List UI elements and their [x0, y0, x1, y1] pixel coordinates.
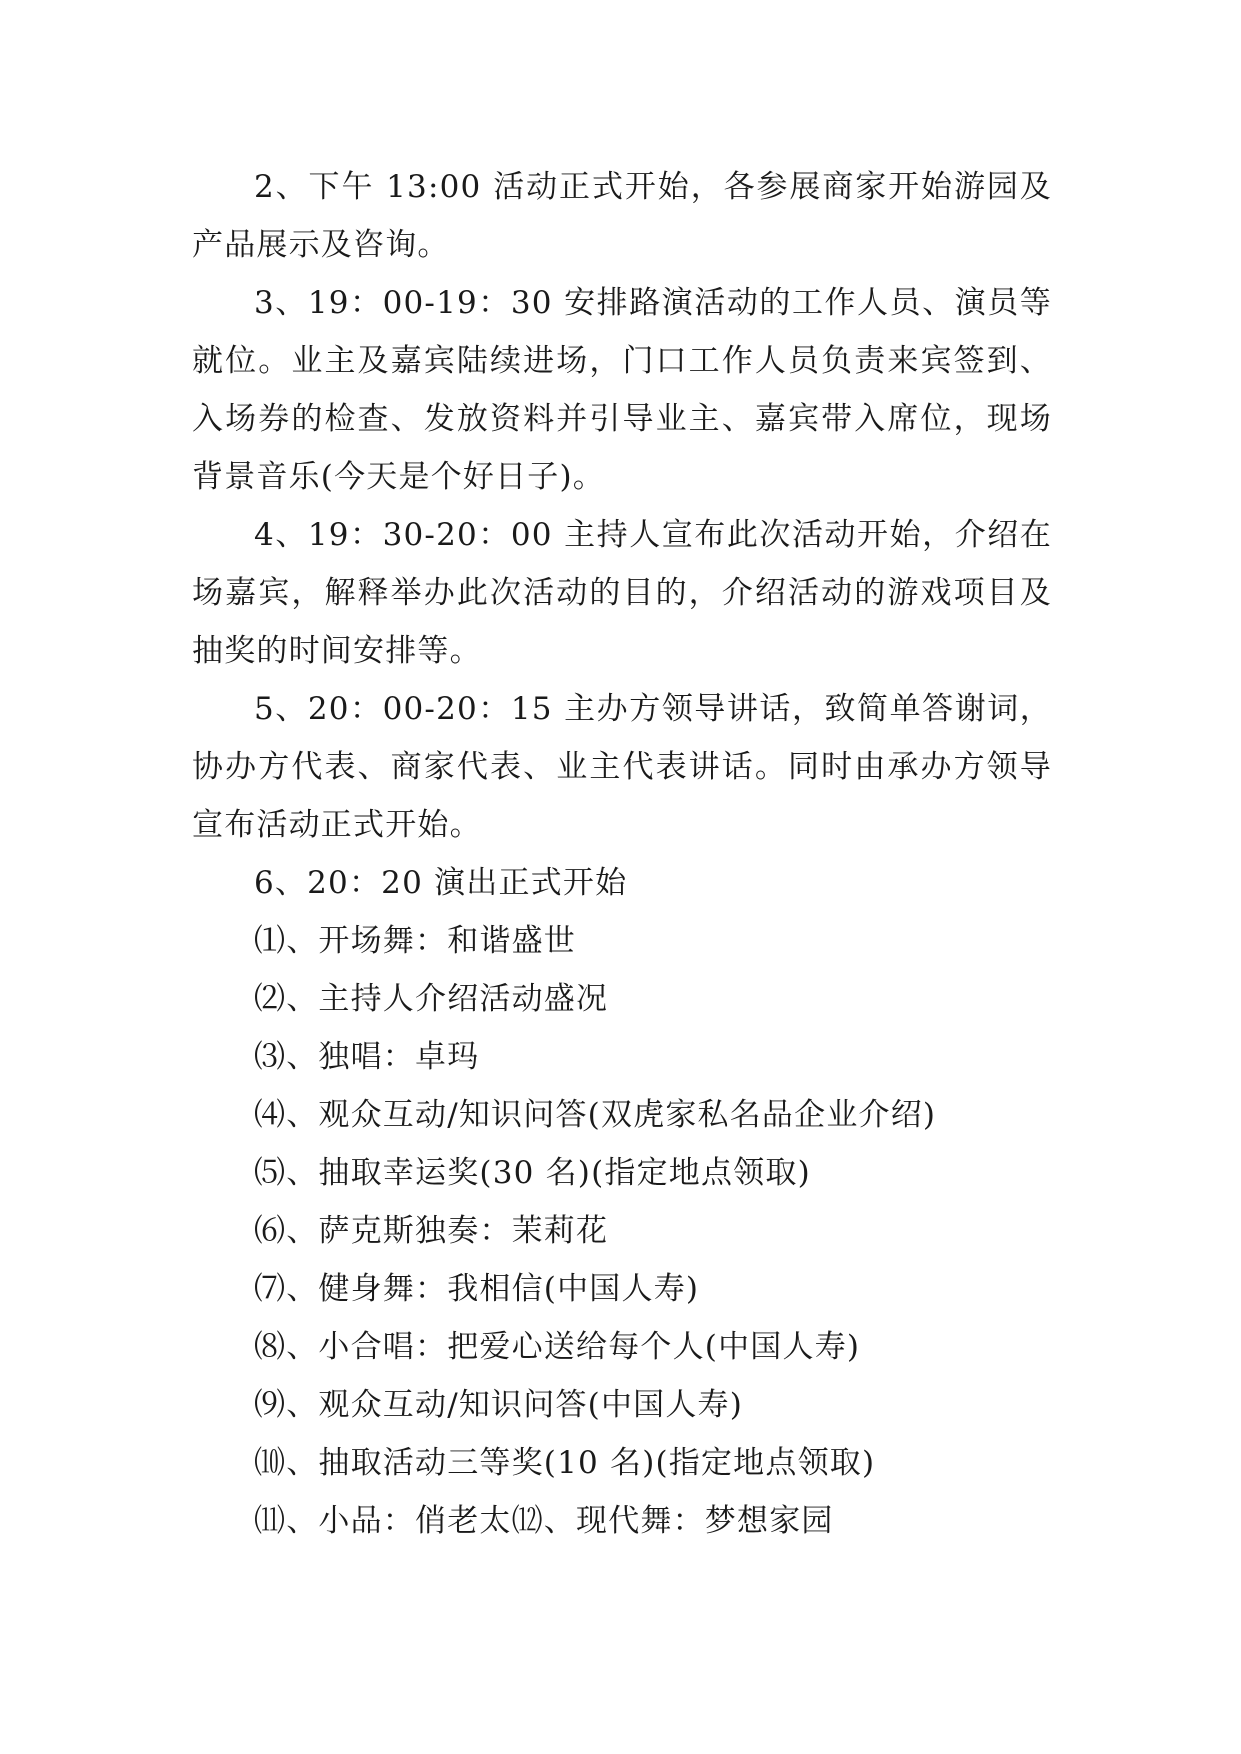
program-item: ⑶、独唱：卓玛: [254, 1039, 480, 1075]
program-item: ⑽、抽取活动三等奖(10 名)(指定地点领取): [254, 1445, 876, 1481]
paragraph-step-4: 4、19：30-20：00 主持人宣布此次活动开始，介绍在场嘉宾，解释举办此次活动的目的，介绍活动的游戏项目及抽奖的时间安排等。: [192, 517, 1052, 669]
program-item: ⑴、开场舞：和谐盛世: [254, 923, 576, 959]
paragraph-step-5: 5、20：00-20：15 主办方领导讲话，致简单答谢词，协办方代表、商家代表、业主代表讲话。同时由承办方领导宣布活动正式开始。: [192, 691, 1052, 843]
program-item: ⑼、观众互动/知识问答(中国人寿): [254, 1387, 744, 1423]
program-item: ⑸、抽取幸运奖(30 名)(指定地点领取): [254, 1155, 811, 1191]
paragraph-step-2: 2、下午 13:00 活动正式开始，各参展商家开始游园及产品展示及咨询。: [192, 169, 1052, 263]
program-item: ⑹、萨克斯独奏：茉莉花: [254, 1213, 609, 1249]
program-item: ⑺、健身舞：我相信(中国人寿): [254, 1271, 700, 1307]
program-item: ⑾、小品：俏老太⑿、现代舞：梦想家园: [254, 1503, 834, 1539]
program-item: ⑵、主持人介绍活动盛况: [254, 981, 609, 1017]
document-body: [192, 158, 1052, 1550]
paragraph-step-3: 3、19：00-19：30 安排路演活动的工作人员、演员等就位。业主及嘉宾陆续进场，门口工作人员负责来宾签到、入场券的检查、发放资料并引导业主、嘉宾带入席位，现场背景音乐(今天是个好日子)。: [192, 285, 1052, 495]
program-item: ⑷、观众互动/知识问答(双虎家私名品企业介绍): [254, 1097, 937, 1133]
program-item: ⑻、小合唱：把爱心送给每个人(中国人寿): [254, 1329, 861, 1365]
paragraph-step-6: 6、20：20 演出正式开始: [254, 865, 628, 901]
